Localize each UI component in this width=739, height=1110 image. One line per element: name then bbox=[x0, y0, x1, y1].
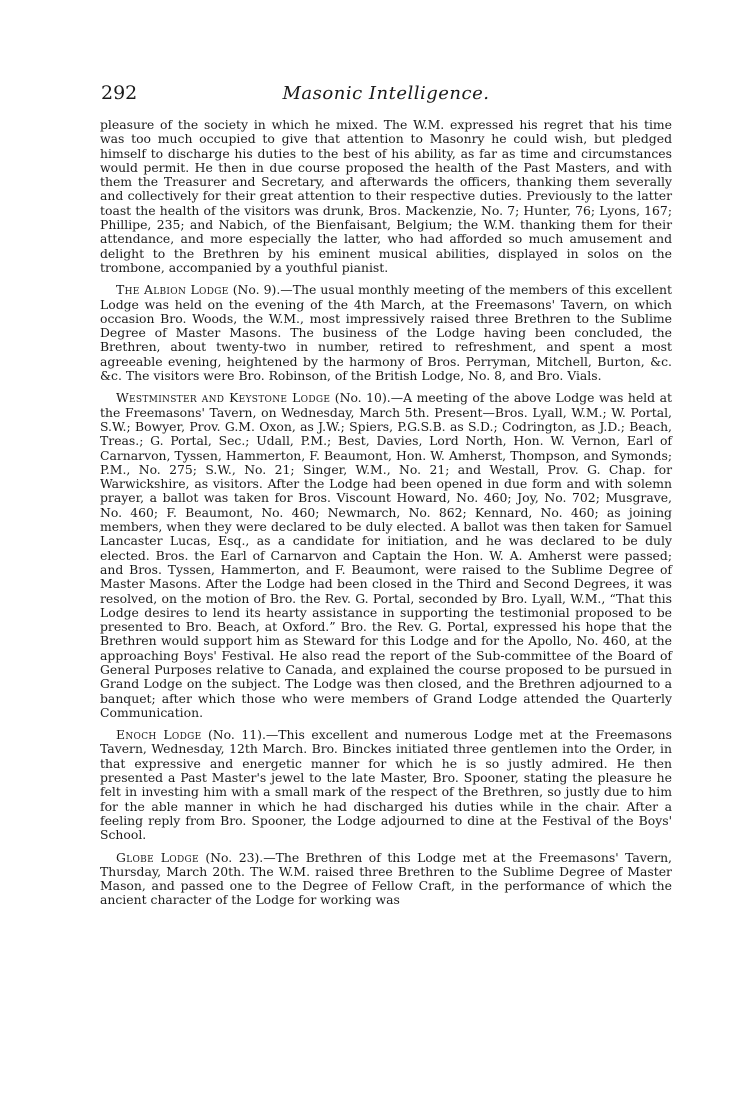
paragraph-continued bbox=[100, 118, 672, 275]
paragraph-text: pleasure of the society in which he mixed. The W.M. expressed his regret that his time was too much occupied to give that attention to Masonry he could wish, but pledged himself to discharge his duties to the best of his ability, as far as time and circumstances would permit. He then in due course proposed the health of the Past Masters, and with them the Treasurer and Secretary, and afterwards the officers, thanking them severally and collectively for their great attention to their respective duties. Previously to the latter toast the health of the visitors was drunk, Bros. Mackenzie, No. 7; Hunter, 76; Lyons, 167; Phillipe, 235; and Nabich, of the Bienfaisant, Belgium; the W.M. thanking them for their attendance, and more especially the latter, who had afforded so much amusement and delight to the Brethren by his eminent musical abilities, displayed in solos on the trombone, accompanied by a youthful pianist. bbox=[100, 117, 672, 275]
lodge-name: Globe Lodge bbox=[116, 849, 199, 865]
article-body bbox=[100, 118, 672, 916]
paragraph-text: (No. 11).—This excellent and numerous Lodge met at the Freemasons Tavern, Wednesday, 12th March. Bro. Binckes initiated three gentlemen into the Order, in that expressive and energetic manner for which he is so justly admired. He then presented a Past Master's jewel to the late Master, Bro. Spooner, stating the pleasure he felt in investing him with a small mark of the respect of the Brethren, so justly due to him for the able manner in which he had discharged his duties while in the chair. After a feeling reply from Bro. Spooner, the Lodge adjourned to dine at the Festival of the Boys' School. bbox=[100, 727, 673, 843]
lodge-name: Enoch Lodge bbox=[116, 727, 202, 743]
paragraph-text: (No. 9).—The usual monthly meeting of the members of this excellent Lodge was held on the evening of the 4th March, at the Freemasons' Tavern, on which occasion Bro. Woods, the W.M., most impressively raised three Brethren to the Sublime Degree of Master Masons. The business of the Lodge having been concluded, the Brethren, about twenty-two in number, retired to refreshment, and spent a most agreeable evening, heightened by the harmony of Bros. Perryman, Mitchell, Burton, &c. &c. The visitors were Bro. Robinson, of the British Lodge, No. 8, and Bro. Vials. bbox=[100, 282, 672, 384]
paragraph-text: (No. 10).—A meeting of the above Lodge was held at the Freemasons' Tavern, on Wednesday, March 5th. Present—Bros. Lyall, W.M.; W. Portal, S.W.; Bowyer, Prov. G.M. Oxon, as J.W.; Spiers, P.G.S.B. as S.D.; Codrington, as J.D.; Beach, Treas.; G. Portal, Sec.; Udall, P.M.; Best, Davies, Lord North, Hon. W. Vernon, Earl of Carnarvon, Tyssen, Hammerton, F. Beaumont, Hon. W. Amherst, Thompson, and Symonds; P.M., No. 275; S.W., No. 21; Singer, W.M., No. 21; and Westall, Prov. G. Chap. for Warwickshire, as visitors. After the Lodge had been opened in due form and with solemn prayer, a ballot was taken for Bros. Viscount Howard, No. 460; Joy, No. 702; Musgrave, No. 460; F. Beaumont, No. 460; Newmarch, No. 862; Kennard, No. 460; as joining members, when they were declared to be duly elected. A ballot was then taken for Samuel Lancaster Lucas, Esq., as a candidate for initiation, and he was declared to be duly elected. Bros. the Earl of Carnarvon and Captain the Hon. W. A. Amherst were passed; and Bros. Tyssen, Hammerton, and F. Beaumont, were raised to the Sublime Degree of Master Masons. After the Lodge had been closed in the Third and Second Degrees, it was resolved, on the motion of Bro. the Rev. G. Portal, seconded by Bro. Lyall, W.M., “That this Lodge desires to lend its hearty assistance in supporting the testimonial proposed to be presented to Bro. Beach, at Oxford.” Bro. the Rev. G. Portal, expressed his hope that the Brethren would support him as Steward for this Lodge and for the Apollo, No. 460, at the approaching Boys' Festival. He also read the report of the Sub-committee of the Board of General Purposes relative to Canada, and explained the course proposed to be pursued in Grand Lodge on the subject. The Lodge was then closed, and the Brethren adjourned to a banquet; after which those who were members of Grand Lodge attended the Quarterly Communication. bbox=[100, 390, 672, 720]
lodge-name: Westminster and Keystone Lodge bbox=[116, 390, 331, 406]
running-title: Masonic Intelligence. bbox=[282, 83, 490, 104]
lodge-name: The Albion Lodge bbox=[116, 282, 229, 298]
page-number: 292 bbox=[101, 82, 138, 104]
paragraph-globe-lodge bbox=[100, 851, 672, 908]
page-header bbox=[101, 82, 671, 106]
paragraph-enoch-lodge bbox=[100, 728, 672, 842]
paragraph-albion-lodge bbox=[100, 283, 672, 383]
paragraph-text: (No. 23).—The Brethren of this Lodge met at the Freemasons' Tavern, Thursday, March 20th. The W.M. raised three Brethren to the Sublime Degree of Master Mason, and passed one to the Degree of Fellow Craft, in the performance of which the ancient character of the Lodge for working was bbox=[100, 849, 672, 908]
paragraph-westminster-keystone-lodge bbox=[100, 391, 672, 720]
